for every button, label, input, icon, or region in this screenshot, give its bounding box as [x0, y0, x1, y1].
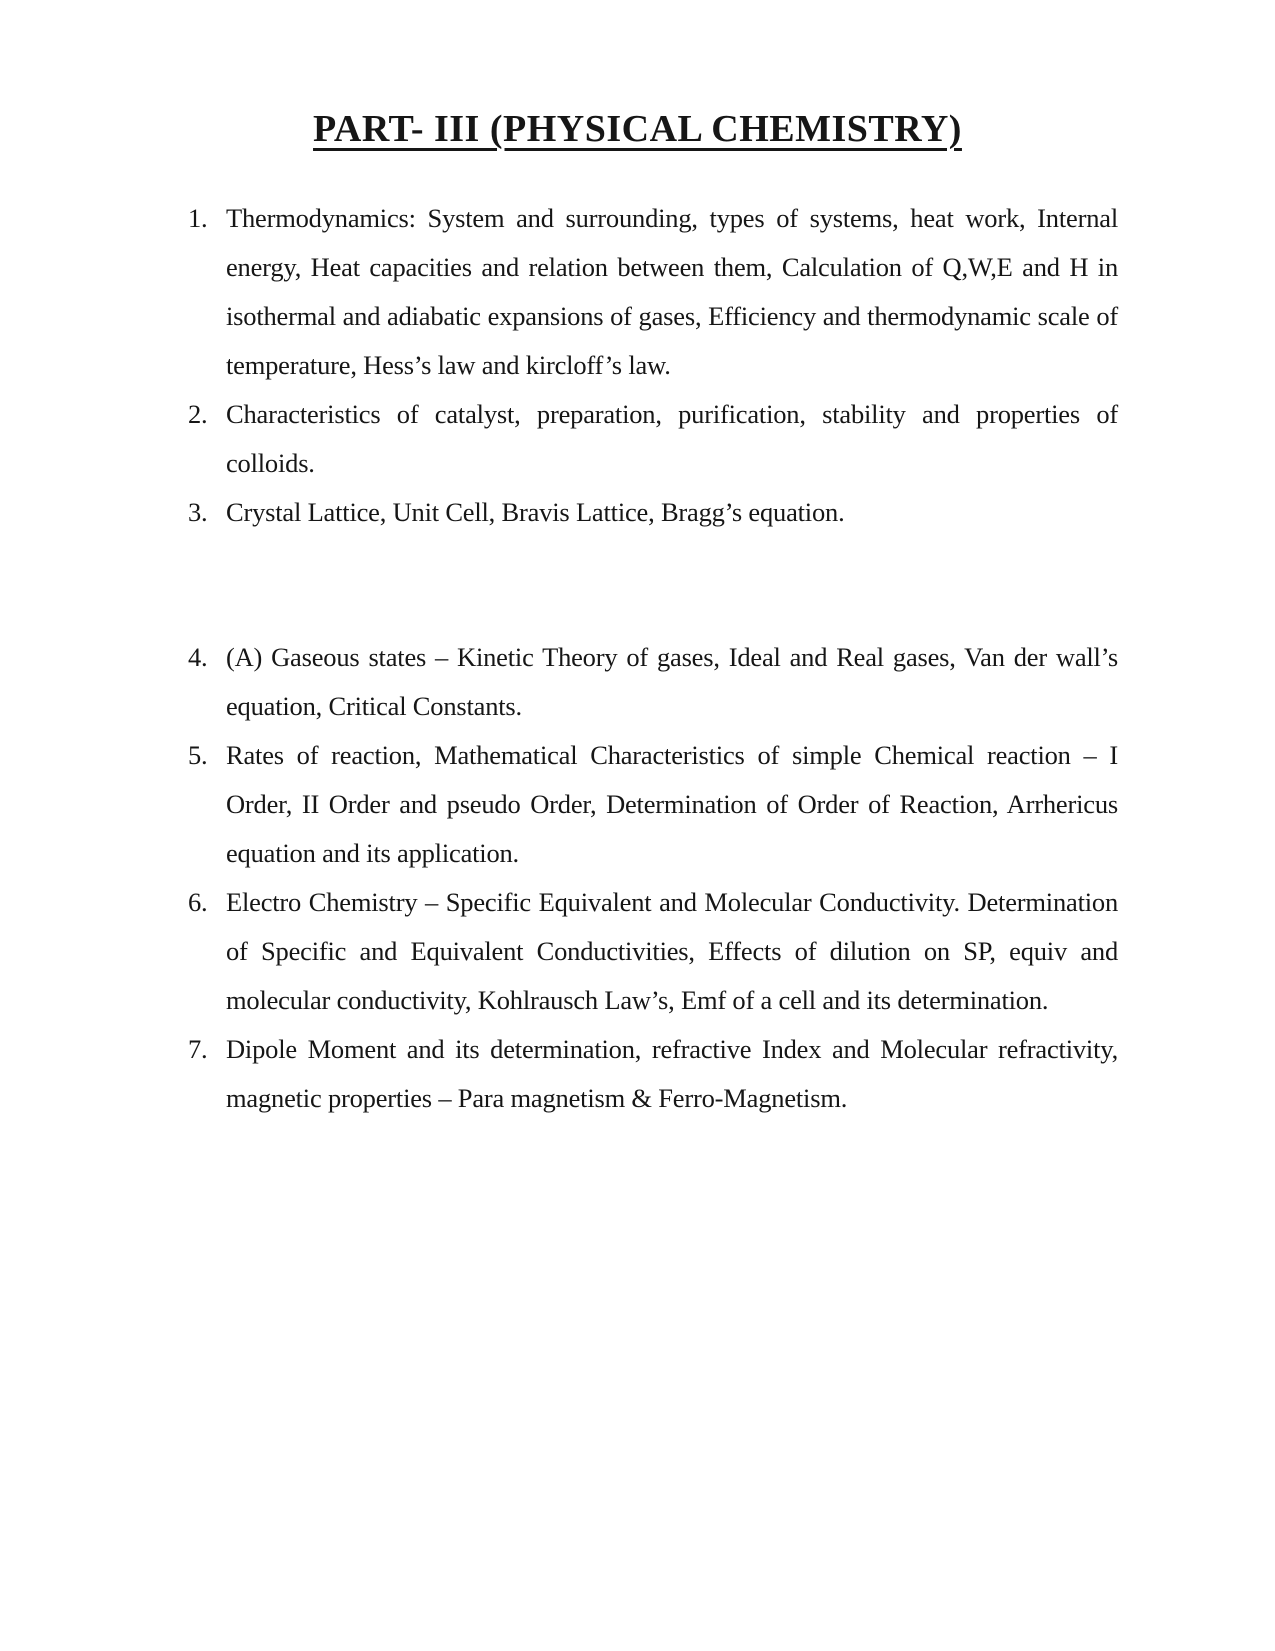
list-item-text: Dipole Moment and its determination, refractive Index and Molecular refractivity, magnetic properties – Para magnetism & Ferro-Magnetism. [226, 1034, 1118, 1113]
list-item [188, 194, 1118, 390]
list-item-number: 3. [188, 497, 208, 527]
syllabus-list [188, 194, 1118, 1123]
page-title: PART- III (PHYSICAL CHEMISTRY) [313, 108, 962, 150]
list-item-number: 2. [188, 399, 208, 429]
list-item [188, 488, 1118, 537]
list-item-number: 1. [188, 203, 208, 233]
list-item-text: Electro Chemistry – Specific Equivalent and Molecular Conductivity. Determination of Specific and Equivalent Conductivities, Effects of dilution on SP, equiv and molecular conductivity, Kohlrausch Law’s, Emf of a cell and its determination. [226, 887, 1118, 1015]
list-item [188, 1025, 1118, 1123]
list-item-text: Crystal Lattice, Unit Cell, Bravis Lattice, Bragg’s equation. [226, 497, 845, 527]
list-item-text: Characteristics of catalyst, preparation, purification, stability and properties of colloids. [226, 399, 1118, 478]
list-item-number: 7. [188, 1034, 208, 1064]
list-item-number: 4. [188, 642, 208, 672]
list-item-text: (A) Gaseous states – Kinetic Theory of gases, Ideal and Real gases, Van der wall’s equation, Critical Constants. [226, 642, 1118, 721]
list-item-number: 6. [188, 887, 208, 917]
list-item-text: Rates of reaction, Mathematical Characteristics of simple Chemical reaction – I Order, II Order and pseudo Order, Determination of Order of Reaction, Arrhericus equation and its application. [226, 740, 1118, 868]
list-item-text: Thermodynamics: System and surrounding, types of systems, heat work, Internal energy, Heat capacities and relation between them, Calculation of Q,W,E and H in isothermal and adiabatic expansions of gases, Efficiency and thermodynamic scale of temperature, Hess’s law and kircloff’s law. [226, 203, 1118, 380]
list-item [188, 878, 1118, 1025]
list-item [188, 731, 1118, 878]
list-item [188, 633, 1118, 731]
list-item-number: 5. [188, 740, 208, 770]
list-item [188, 390, 1118, 488]
